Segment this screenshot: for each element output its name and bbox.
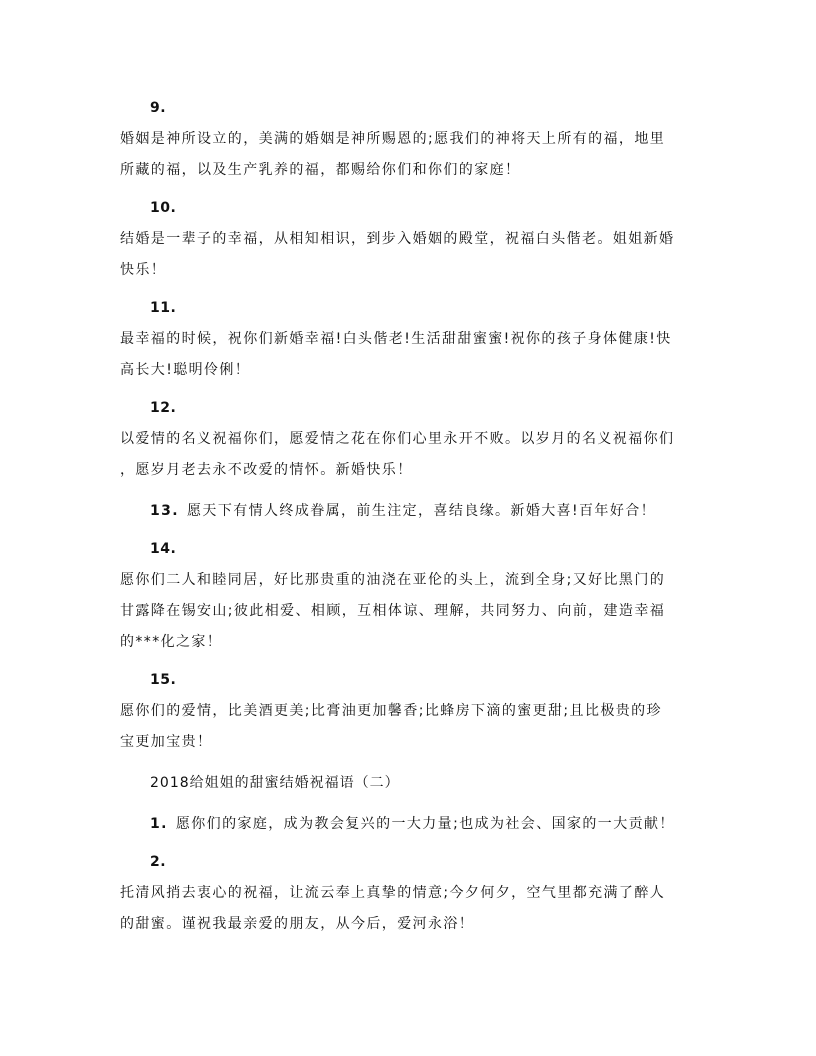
text-line: 所藏的福，以及生产乳养的福，都赐给你们和你们的家庭！ (120, 162, 521, 178)
wish-item-12 (120, 396, 700, 486)
item-number: 11. (150, 300, 177, 316)
text-line: 高长大!聪明伶俐！ (120, 362, 251, 378)
text-line: ，愿岁月老去永不改爱的情怀。新婚快乐！ (120, 462, 413, 478)
text-line: 快乐！ (120, 262, 167, 278)
item-number: 12. (150, 400, 177, 416)
text-line: 愿你们二人和睦同居，好比那贵重的油浇在亚伦的头上，流到全身;又好比黑门的 (120, 572, 666, 588)
document-body (120, 96, 700, 950)
item-number: 10. (150, 200, 177, 216)
text-line: 愿你们的爱情，比美酒更美;比膏油更加馨香;比蜂房下滴的蜜更甜;且比极贵的珍 (120, 703, 662, 719)
item-text: 愿天下有情人终成眷属，前生注定，喜结良缘。新婚大喜!百年好合！ (187, 503, 657, 519)
wish-item-13 (120, 496, 700, 527)
text-line: 婚姻是神所设立的，美满的婚姻是神所赐恩的;愿我们的神将天上所有的福，地里 (120, 131, 666, 147)
text-line: 最幸福的时候，祝你们新婚幸福!白头偕老!生活甜甜蜜蜜!祝你的孩子身体健康!快 (120, 331, 672, 347)
section-wish-item-2 (120, 850, 700, 940)
item-text (120, 224, 700, 286)
item-number: 2. (150, 854, 167, 870)
item-text: 愿你们的家庭，成为教会复兴的一大力量;也成为社会、国家的一大贡献！ (175, 816, 675, 832)
text-line: 结婚是一辈子的幸福，从相知相识，到步入婚姻的殿堂，祝福白头偕老。姐姐新婚 (120, 231, 675, 247)
item-text (120, 565, 700, 658)
item-text (120, 424, 700, 486)
section-heading: 2018给姐姐的甜蜜结婚祝福语（二） (150, 775, 400, 791)
wish-item-15 (120, 668, 700, 758)
wish-item-10 (120, 196, 700, 286)
section-wish-item-1 (120, 809, 700, 840)
text-line: 托清风捎去衷心的祝福，让流云奉上真挚的情意;今夕何夕，空气里都充满了醉人 (120, 885, 666, 901)
text-line: 的***化之家！ (120, 634, 223, 650)
wish-item-14 (120, 537, 700, 658)
item-text (120, 878, 700, 940)
text-line: 甘露降在锡安山;彼此相爱、相顾，互相体谅、理解，共同努力、向前，建造幸福 (120, 603, 666, 619)
item-number: 14. (150, 541, 177, 557)
wish-item-11 (120, 296, 700, 386)
item-text (120, 696, 700, 758)
item-number: 15. (150, 672, 177, 688)
item-number: 13. (150, 503, 180, 519)
item-number: 1. (150, 816, 168, 832)
text-line: 以爱情的名义祝福你们，愿爱情之花在你们心里永开不败。以岁月的名义祝福你们 (120, 431, 675, 447)
text-line: 的甜蜜。谨祝我最亲爱的朋友，从今后，爱河永浴！ (120, 916, 475, 932)
item-text (120, 324, 700, 386)
text-line: 宝更加宝贵！ (120, 734, 213, 750)
item-text (120, 124, 700, 186)
item-number: 9. (150, 100, 167, 116)
wish-item-9 (120, 96, 700, 186)
